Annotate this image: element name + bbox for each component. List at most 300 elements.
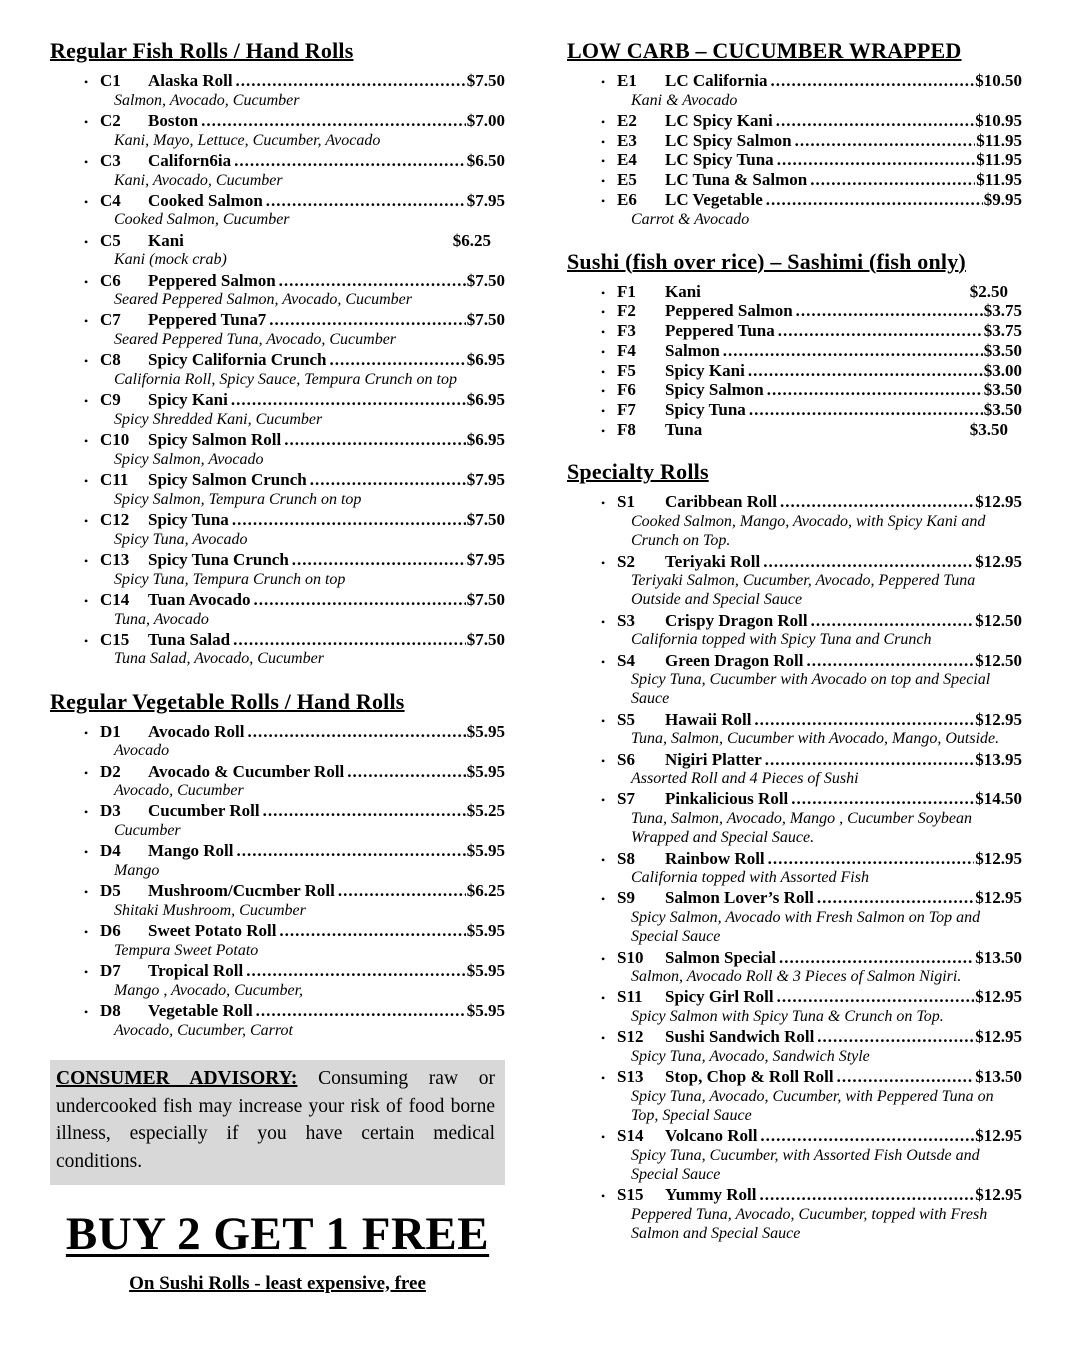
item-code: F4: [617, 340, 636, 360]
item-description: Spicy Shredded Kani, Cucumber: [114, 410, 323, 428]
item-price: $13.95: [975, 749, 1022, 769]
menu-item-line: [50, 722, 505, 742]
dot-leader: [246, 961, 466, 981]
menu-item: [50, 71, 505, 110]
item-price: $7.50: [466, 71, 505, 90]
item-name: Spicy California Crunch: [148, 350, 327, 370]
item-price: $5.95: [466, 761, 505, 781]
item-price: $6.95: [466, 430, 505, 450]
bullet-icon: •: [601, 384, 606, 399]
menu-item: [567, 420, 1022, 440]
item-description: California Roll, Spicy Sauce, Tempura Crunch on top: [114, 371, 457, 389]
menu-item-line: [567, 987, 1022, 1007]
item-code: S3: [617, 610, 635, 630]
dot-leader: [765, 750, 974, 770]
item-description: Spicy Tuna, Tempura Crunch on top: [114, 570, 346, 588]
item-name: Spicy Tuna Crunch: [148, 549, 289, 569]
bullet-icon: •: [601, 344, 606, 359]
section-title: Specialty Rolls: [567, 459, 709, 485]
bullet-icon: •: [84, 394, 89, 409]
menu-item-line: [567, 111, 1022, 131]
menu-item: [50, 801, 505, 840]
item-name: Mango Roll: [148, 841, 234, 861]
item-code: F1: [617, 281, 636, 301]
bullet-icon: •: [601, 1189, 606, 1204]
promo-banner: [50, 1207, 505, 1295]
item-name: LC Spicy Kani: [665, 110, 773, 130]
menu-item-line: [567, 71, 1022, 91]
menu-item-line: [567, 492, 1022, 512]
item-code: D8: [100, 1000, 121, 1020]
item-name: LC Spicy Salmon: [665, 130, 792, 150]
item-code: C2: [100, 110, 121, 130]
item-code: S12: [617, 1027, 644, 1047]
item-description: Kani, Mayo, Lettuce, Cucumber, Avocado: [114, 131, 381, 149]
menu-item: [567, 282, 1022, 302]
bullet-icon: •: [84, 234, 89, 249]
menu-item: [50, 510, 505, 549]
item-price: $7.50: [466, 629, 505, 649]
item-code: S11: [617, 987, 643, 1007]
promo-subline: On Sushi Rolls - least expensive, free: [129, 1272, 426, 1294]
item-code: C11: [100, 470, 129, 490]
dot-leader: [778, 321, 983, 341]
bullet-icon: •: [601, 305, 606, 320]
item-description: Seared Peppered Tuna, Avocado, Cucumber: [114, 331, 397, 349]
item-code: E3: [617, 130, 637, 150]
item-name: Avocado Roll: [148, 721, 245, 741]
menu-item: [567, 888, 1022, 946]
item-code: C7: [100, 310, 121, 330]
menu-item-line: [50, 271, 505, 291]
menu-item: [50, 390, 505, 429]
menu-section: [567, 459, 1022, 1243]
item-name: LC California: [665, 71, 768, 90]
item-description: Spicy Salmon, Tempura Crunch on top: [114, 490, 362, 508]
menu-item-line: [567, 789, 1022, 809]
item-name: Peppered Salmon: [665, 301, 793, 321]
menu-item: [567, 552, 1022, 610]
item-name: Pinkalicious Roll: [665, 789, 789, 809]
menu-item-line: [567, 611, 1022, 631]
bullet-icon: •: [84, 114, 89, 129]
item-description: Spicy Tuna, Cucumber, with Assorted Fish Outsde and Special Sauce: [631, 1147, 980, 1184]
item-code: S13: [617, 1067, 644, 1087]
consumer-advisory: [50, 1060, 505, 1185]
menu-item: [50, 151, 505, 190]
item-price: $12.95: [975, 987, 1022, 1007]
bullet-icon: •: [601, 1130, 606, 1145]
section-items: [567, 492, 1022, 1243]
menu-item: [567, 361, 1022, 381]
menu-item: [567, 1067, 1022, 1125]
item-price: $11.95: [976, 130, 1022, 150]
item-price: $7.95: [466, 190, 505, 210]
advisory-label: CONSUMER ADVISORY:: [56, 1067, 298, 1089]
item-description: Cucumber: [114, 822, 181, 840]
menu-item-line: [50, 550, 505, 570]
item-price: $5.95: [466, 921, 505, 941]
item-price: $3.50: [983, 380, 1022, 400]
bullet-icon: •: [84, 354, 89, 369]
menu-item-line: [567, 1185, 1022, 1205]
menu-item: [567, 190, 1022, 229]
item-code: E5: [617, 170, 637, 190]
item-code: D6: [100, 921, 121, 941]
item-code: F5: [617, 360, 636, 380]
item-price: $12.95: [975, 1185, 1022, 1205]
menu-item: [50, 191, 505, 230]
item-code: E6: [617, 189, 637, 209]
dot-leader: [817, 888, 974, 908]
promo-headline: BUY 2 GET 1 FREE: [65, 1207, 490, 1260]
dot-leader: [810, 170, 975, 190]
menu-item-line: [50, 801, 505, 821]
item-code: C1: [100, 71, 121, 90]
dot-leader: [279, 271, 466, 291]
menu-item-line: [50, 111, 505, 131]
section-items: [567, 282, 1022, 440]
menu-item: [50, 430, 505, 469]
dot-leader: [754, 710, 974, 730]
item-code: C9: [100, 390, 121, 410]
item-description: Tuna, Salmon, Cucumber with Avocado, Mango, Outside.: [631, 730, 1000, 748]
item-code: S8: [617, 848, 635, 868]
menu-item-line: [567, 651, 1022, 671]
menu-item-line: [567, 1027, 1022, 1047]
item-price: $7.00: [466, 110, 505, 130]
dot-leader: [248, 722, 466, 742]
item-price: $11.95: [976, 170, 1022, 190]
item-code: S9: [617, 888, 635, 908]
item-price: $5.95: [466, 1000, 505, 1020]
dot-leader: [777, 150, 976, 170]
item-name: Tuna: [665, 419, 703, 439]
menu-item: [50, 1001, 505, 1040]
item-name: Spicy Salmon: [665, 380, 764, 400]
menu-item-line: [567, 849, 1022, 869]
menu-item-line: [567, 710, 1022, 730]
menu-item-line: [50, 1001, 505, 1021]
bullet-icon: •: [84, 845, 89, 860]
dot-leader: [269, 310, 465, 330]
menu-item-line: [50, 350, 505, 370]
dot-leader: [231, 390, 466, 410]
dot-leader: [284, 430, 466, 450]
bullet-icon: •: [601, 1031, 606, 1046]
item-name: Spicy Tuna: [665, 400, 746, 419]
bullet-icon: •: [84, 925, 89, 940]
item-code: S14: [617, 1126, 644, 1146]
item-name: LC Spicy Tuna: [665, 150, 774, 170]
menu-item: [567, 71, 1022, 110]
item-description: Tuna, Salmon, Avocado, Mango , Cucumber Soybean Wrapped and Special Sauce.: [631, 810, 973, 847]
menu-item-line: [50, 590, 505, 610]
menu-item-line: [50, 630, 505, 650]
menu-item-line: [50, 71, 505, 91]
right-sections: [567, 38, 1022, 1244]
dot-leader: [233, 630, 466, 650]
bullet-icon: •: [601, 852, 606, 867]
item-price: $3.50: [983, 400, 1022, 419]
menu-item-line: [50, 390, 505, 410]
menu-item-line: [50, 510, 505, 530]
menu-item-line: [567, 380, 1022, 400]
dot-leader: [201, 111, 466, 131]
dot-leader: [263, 801, 466, 821]
menu-item: [567, 1027, 1022, 1066]
dot-leader: [811, 611, 975, 631]
menu-item: [50, 961, 505, 1000]
menu-item-line: [567, 361, 1022, 381]
bullet-icon: •: [601, 991, 606, 1006]
menu-item-line: [567, 552, 1022, 572]
item-code: C14: [100, 589, 130, 609]
item-price: $7.95: [466, 549, 505, 569]
item-name: Nigiri Platter: [665, 749, 762, 769]
section-title: Regular Vegetable Rolls / Hand Rolls: [50, 688, 405, 714]
item-price: $6.25: [452, 230, 491, 250]
item-price: $5.95: [466, 961, 505, 981]
dot-leader: [748, 361, 983, 381]
menu-item-line: [50, 151, 505, 171]
item-name: Yummy Roll: [665, 1185, 757, 1205]
dot-leader: [232, 510, 466, 530]
dot-leader: [292, 550, 466, 570]
item-code: C5: [100, 230, 121, 250]
item-description: Carrot & Avocado: [631, 210, 750, 228]
bullet-icon: •: [84, 274, 89, 289]
menu-item: [567, 611, 1022, 650]
bullet-icon: •: [84, 474, 89, 489]
item-price: $6.95: [466, 390, 505, 410]
item-name: Salmon: [665, 340, 720, 360]
bullet-icon: •: [601, 75, 606, 89]
item-code: D7: [100, 961, 121, 981]
menu-item: [567, 849, 1022, 888]
item-description: Teriyaki Salmon, Cucumber, Avocado, Peppered Tuna Outside and Special Sauce: [631, 572, 976, 609]
section-title: LOW CARB – CUCUMBER WRAPPED: [567, 38, 962, 63]
item-code: C6: [100, 270, 121, 290]
menu-item: [50, 881, 505, 920]
menu-item-line: [567, 282, 1022, 302]
item-code: S7: [617, 789, 635, 809]
item-name: Californ6ia: [148, 150, 232, 170]
menu-item-line: [50, 231, 505, 251]
dot-leader: [795, 131, 976, 151]
menu-item-line: [567, 948, 1022, 968]
menu-item-line: [50, 191, 505, 211]
menu-item: [567, 301, 1022, 321]
item-name: Crispy Dragon Roll: [665, 610, 808, 630]
item-price: $12.95: [975, 848, 1022, 868]
menu-item-line: [567, 400, 1022, 420]
item-price: $9.95: [983, 189, 1022, 209]
item-code: S2: [617, 551, 635, 571]
item-code: D1: [100, 721, 121, 741]
item-name: Sweet Potato Roll: [148, 921, 277, 941]
item-code: S15: [617, 1185, 644, 1205]
menu-item: [50, 271, 505, 310]
item-name: Tuan Avocado: [148, 589, 251, 609]
item-price: $7.50: [466, 310, 505, 330]
item-description: Peppered Tuna, Avocado, Cucumber, topped with Fresh Salmon and Special Sauce: [631, 1206, 988, 1243]
item-code: F7: [617, 400, 636, 419]
bullet-icon: •: [84, 765, 89, 780]
item-price: $3.50: [969, 419, 1008, 439]
item-description: Mango , Avocado, Cucumber,: [114, 981, 304, 999]
item-code: E4: [617, 150, 637, 170]
bullet-icon: •: [84, 434, 89, 449]
item-price: $3.50: [983, 340, 1022, 360]
bullet-icon: •: [601, 496, 606, 511]
item-name: Cooked Salmon: [148, 190, 263, 210]
dot-leader: [338, 881, 466, 901]
item-description: Kani & Avocado: [631, 91, 738, 109]
bullet-icon: •: [601, 154, 606, 169]
item-price: $11.95: [976, 150, 1022, 170]
section-items: [567, 71, 1022, 229]
menu-item: [50, 470, 505, 509]
bullet-icon: •: [84, 965, 89, 980]
item-name: Spicy Salmon Crunch: [148, 470, 307, 490]
item-name: Spicy Salmon Roll: [148, 430, 282, 450]
bullet-icon: •: [601, 174, 606, 189]
item-price: $2.50: [969, 281, 1008, 301]
bullet-icon: •: [601, 114, 606, 129]
item-name: Mushroom/Cucmber Roll: [148, 881, 335, 901]
item-price: $7.50: [466, 589, 505, 609]
item-name: LC Tuna & Salmon: [665, 170, 808, 190]
menu-item: [567, 492, 1022, 550]
item-name: Tuna Salad: [148, 629, 231, 649]
dot-leader: [817, 1027, 974, 1047]
bullet-icon: •: [84, 154, 89, 169]
section-items: [50, 722, 505, 1040]
item-price: $6.25: [466, 881, 505, 901]
item-code: D5: [100, 881, 121, 901]
dot-leader: [749, 400, 983, 420]
menu-item: [567, 170, 1022, 190]
menu-item: [567, 948, 1022, 987]
menu-column-left: [50, 38, 505, 1295]
item-code: S4: [617, 650, 635, 670]
dot-leader: [256, 1001, 466, 1021]
item-name: Salmon Lover’s Roll: [665, 888, 814, 908]
item-code: S5: [617, 709, 635, 729]
dot-leader: [777, 987, 975, 1007]
menu-item: [50, 350, 505, 389]
bullet-icon: •: [601, 193, 606, 208]
item-name: Spicy Kani: [665, 360, 745, 380]
bullet-icon: •: [601, 614, 606, 629]
menu-item: [567, 1185, 1022, 1243]
item-code: F6: [617, 380, 636, 400]
dot-leader: [770, 71, 974, 91]
bullet-icon: •: [601, 713, 606, 728]
dot-leader: [763, 552, 974, 572]
item-name: Teriyaki Roll: [665, 551, 761, 571]
menu-item-line: [50, 470, 505, 490]
menu-item-line: [50, 881, 505, 901]
menu-item-line: [567, 150, 1022, 170]
item-description: Tuna Salad, Avocado, Cucumber: [114, 650, 324, 668]
item-name: Alaska Roll: [148, 71, 233, 90]
item-code: D3: [100, 801, 121, 821]
item-price: $12.95: [975, 888, 1022, 908]
dot-leader: [236, 841, 465, 861]
item-description: Avocado, Cucumber: [114, 782, 244, 800]
bullet-icon: •: [84, 194, 89, 209]
dot-leader: [759, 1185, 974, 1205]
item-code: F8: [617, 419, 636, 439]
item-name: Spicy Tuna: [148, 509, 229, 529]
dot-leader: [266, 191, 466, 211]
item-name: Green Dragon Roll: [665, 650, 804, 670]
bullet-icon: •: [84, 633, 89, 648]
menu-item-line: [567, 131, 1022, 151]
bullet-icon: •: [84, 805, 89, 820]
menu-item: [50, 310, 505, 349]
menu-item: [567, 1126, 1022, 1184]
item-price: $10.95: [975, 110, 1022, 130]
item-name: Spicy Girl Roll: [665, 987, 774, 1007]
menu-item: [567, 651, 1022, 709]
menu-section: [50, 689, 505, 1040]
left-sections: [50, 38, 505, 1040]
item-description: Assorted Roll and 4 Pieces of Sushi: [631, 770, 859, 788]
item-price: $12.95: [975, 1126, 1022, 1146]
menu-item: [567, 111, 1022, 131]
bullet-icon: •: [84, 725, 89, 740]
menu-item: [50, 762, 505, 801]
dot-leader: [766, 190, 983, 210]
bullet-icon: •: [601, 325, 606, 340]
item-price: $12.95: [975, 492, 1022, 512]
item-description: Salmon, Avocado Roll & 3 Pieces of Salmon Nigiri.: [631, 968, 962, 986]
dot-leader: [279, 921, 465, 941]
item-name: Tropical Roll: [148, 961, 244, 981]
item-description: Spicy Salmon with Spicy Tuna & Crunch on Top.: [631, 1008, 944, 1026]
item-name: Hawaii Roll: [665, 709, 752, 729]
item-code: C13: [100, 549, 130, 569]
item-price: $7.50: [466, 270, 505, 290]
dot-leader: [807, 651, 975, 671]
menu-item: [50, 722, 505, 761]
item-description: California topped with Assorted Fish: [631, 869, 869, 887]
section-items: [50, 71, 505, 669]
menu-item: [567, 750, 1022, 789]
item-code: C3: [100, 150, 121, 170]
menu-item-line: [50, 841, 505, 861]
menu-item-line: [567, 301, 1022, 321]
item-description: Salmon, Avocado, Cucumber: [114, 91, 300, 109]
item-description: Spicy Salmon, Avocado with Fresh Salmon on Top and Special Sauce: [631, 909, 981, 946]
item-description: Tuna, Avocado: [114, 610, 209, 628]
item-description: Kani, Avocado, Cucumber: [114, 171, 283, 189]
item-price: $5.95: [466, 721, 505, 741]
menu-item-line: [567, 190, 1022, 210]
item-description: Spicy Tuna, Avocado: [114, 530, 248, 548]
dot-leader: [723, 341, 983, 361]
bullet-icon: •: [601, 654, 606, 669]
menu-item-line: [50, 310, 505, 330]
bullet-icon: •: [84, 513, 89, 528]
item-description: Cooked Salmon, Cucumber: [114, 211, 290, 229]
item-code: C10: [100, 430, 130, 450]
item-name: Avocado & Cucumber Roll: [148, 761, 345, 781]
bullet-icon: •: [601, 892, 606, 907]
